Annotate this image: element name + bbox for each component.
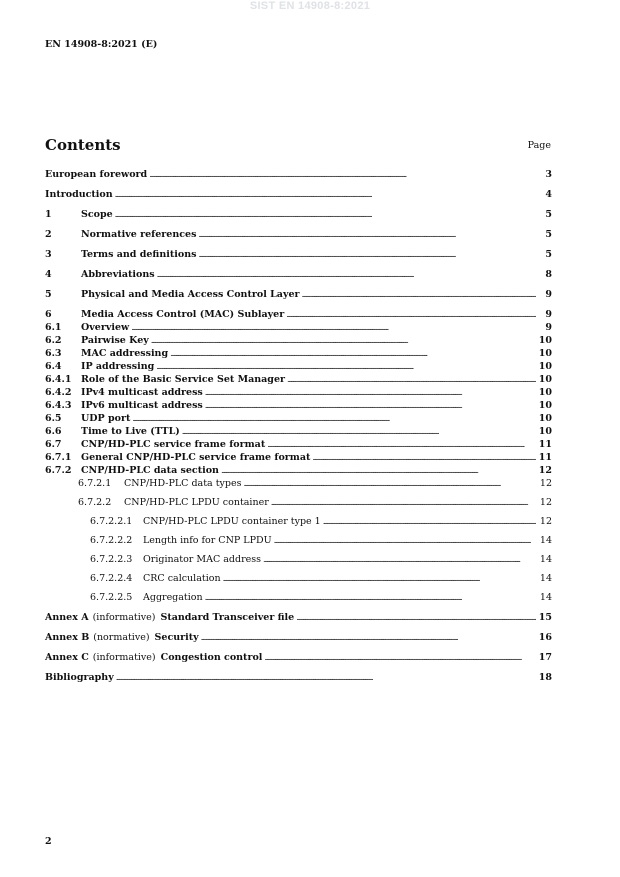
- contents-title: Contents: [45, 136, 121, 154]
- toc-leader: [151, 334, 536, 347]
- toc-title: CRC calculation: [143, 573, 221, 584]
- toc-entry[interactable]: [45, 591, 552, 604]
- toc-title: Congestion control: [160, 652, 263, 663]
- toc-annex-qualifier: (informative): [92, 652, 156, 663]
- toc-entry[interactable]: [45, 228, 552, 241]
- toc-number: 6.4: [45, 361, 62, 372]
- toc-title: CNP/HD-PLC LPDU container type 1: [143, 516, 321, 527]
- toc-leader: [149, 168, 536, 181]
- toc-page: 5: [545, 209, 552, 220]
- toc-entry[interactable]: [45, 671, 552, 684]
- toc-title: Overview: [81, 322, 130, 333]
- watermark: SIST EN 14908-8:2021: [249, 0, 371, 12]
- toc-page: 10: [538, 400, 552, 411]
- toc-number: 6.4.3: [45, 400, 72, 411]
- toc-leader: [131, 321, 536, 334]
- toc-entry[interactable]: [45, 248, 552, 261]
- toc-entry[interactable]: [45, 477, 552, 490]
- toc-page: 12: [539, 516, 552, 527]
- toc-page: 5: [545, 249, 552, 260]
- page-number: 2: [45, 836, 52, 847]
- toc-entry[interactable]: [45, 288, 552, 301]
- toc-title: European foreword: [45, 169, 148, 180]
- toc-number: 6.7.2.2.1: [90, 516, 133, 527]
- toc-number: 6.4.1: [45, 374, 72, 385]
- toc-title: Bibliography: [45, 672, 114, 683]
- toc-entry[interactable]: [45, 373, 552, 386]
- toc-entry[interactable]: [45, 360, 552, 373]
- toc-title: CNP/HD-PLC data section: [81, 465, 219, 476]
- toc-entry[interactable]: [45, 451, 552, 464]
- toc-number: 6.7.2: [45, 465, 72, 476]
- toc-leader: [182, 425, 536, 438]
- toc-number: 3: [45, 249, 52, 260]
- toc-title: Role of the Basic Service Set Manager: [81, 374, 286, 385]
- toc-entry[interactable]: [45, 412, 552, 425]
- toc-annex-number: Annex B: [45, 632, 90, 643]
- toc-entry[interactable]: [45, 464, 552, 477]
- toc-entry[interactable]: [45, 208, 552, 221]
- toc-leader: [296, 611, 536, 624]
- toc-title: Terms and definitions: [81, 249, 197, 260]
- toc-leader: [156, 360, 536, 373]
- toc-number: 6.5: [45, 413, 62, 424]
- toc-page: 10: [538, 413, 552, 424]
- toc-leader: [243, 477, 536, 490]
- toc-page: 12: [538, 465, 552, 476]
- toc-leader: [274, 534, 536, 547]
- toc-leader: [312, 451, 536, 464]
- toc-leader: [201, 631, 536, 644]
- toc-title: CNP/HD-PLC LPDU container: [124, 497, 269, 508]
- toc-title: Introduction: [45, 189, 113, 200]
- document-id: EN 14908-8:2021 (E): [45, 39, 158, 50]
- toc-entry[interactable]: [45, 534, 552, 547]
- toc-leader: [205, 591, 536, 604]
- toc-title: Scope: [81, 209, 113, 220]
- toc-page: 9: [545, 309, 552, 320]
- toc-entry[interactable]: [45, 553, 552, 566]
- toc-entry[interactable]: [45, 308, 552, 321]
- toc-page: 18: [538, 672, 552, 683]
- toc-leader: [263, 553, 536, 566]
- toc-entry[interactable]: [45, 168, 552, 181]
- toc-leader: [323, 515, 536, 528]
- toc-leader: [271, 496, 536, 509]
- toc-page: 12: [539, 497, 552, 508]
- toc-annex-qualifier: (informative): [92, 612, 156, 623]
- toc-entry[interactable]: [45, 399, 552, 412]
- toc-leader: [221, 464, 536, 477]
- toc-annex-number: Annex C: [45, 652, 89, 663]
- toc-leader: [264, 651, 536, 664]
- toc-number: 4: [45, 269, 52, 280]
- toc-number: 6.6: [45, 426, 62, 437]
- toc-entry[interactable]: [45, 188, 552, 201]
- toc-page: 10: [538, 335, 552, 346]
- toc-title: Standard Transceiver file: [160, 612, 295, 623]
- toc-entry[interactable]: [45, 321, 552, 334]
- toc-title: UDP port: [81, 413, 131, 424]
- toc-title: CNP/HD-PLC data types: [124, 478, 242, 489]
- toc-page: 9: [545, 322, 552, 333]
- toc-leader: [205, 386, 536, 399]
- toc-title: IP addressing: [81, 361, 155, 372]
- toc-entry[interactable]: [45, 425, 552, 438]
- toc-leader: [286, 308, 536, 321]
- toc-title: General CNP/HD-PLC service frame format: [81, 452, 311, 463]
- toc-number: 6.7.2.2.3: [90, 554, 133, 565]
- toc-title: MAC addressing: [81, 348, 169, 359]
- toc-leader: [157, 268, 536, 281]
- toc-number: 6.3: [45, 348, 62, 359]
- toc-page: 16: [538, 632, 552, 643]
- toc-number: 5: [45, 289, 52, 300]
- toc-page: 11: [538, 452, 552, 463]
- toc-title: Abbreviations: [81, 269, 155, 280]
- toc-leader: [115, 188, 536, 201]
- toc-title: Security: [154, 632, 199, 643]
- toc-title: Time to Live (TTL): [81, 426, 180, 437]
- toc-number: 6.4.2: [45, 387, 72, 398]
- toc-title: Pairwise Key: [81, 335, 149, 346]
- toc-page: 12: [539, 478, 552, 489]
- page-column-label: Page: [527, 140, 551, 151]
- toc-title: Length info for CNP LPDU: [143, 535, 272, 546]
- toc-entry[interactable]: [45, 515, 552, 528]
- toc-entry[interactable]: [45, 496, 552, 509]
- table-of-contents: [45, 168, 552, 684]
- toc-page: 10: [538, 374, 552, 385]
- toc-number: 6.1: [45, 322, 62, 333]
- toc-leader: [198, 248, 536, 261]
- toc-page: 14: [539, 573, 552, 584]
- toc-title: IPv6 multicast address: [81, 400, 203, 411]
- toc-leader: [267, 438, 536, 451]
- toc-leader: [116, 671, 536, 684]
- toc-entry[interactable]: [45, 572, 552, 585]
- toc-annex-qualifier: (normative): [93, 632, 150, 643]
- toc-number: 6: [45, 309, 52, 320]
- toc-title: Media Access Control (MAC) Sublayer: [81, 309, 285, 320]
- toc-number: 6.7.2.2.2: [90, 535, 133, 546]
- toc-number: 6.7: [45, 439, 62, 450]
- toc-page: 14: [539, 535, 552, 546]
- toc-title: Aggregation: [143, 592, 203, 603]
- toc-number: 6.7.2.2.5: [90, 592, 133, 603]
- toc-page: 10: [538, 426, 552, 437]
- toc-title: Normative references: [81, 229, 197, 240]
- toc-leader: [170, 347, 536, 360]
- toc-leader: [132, 412, 536, 425]
- toc-page: 10: [538, 348, 552, 359]
- toc-number: 1: [45, 209, 52, 220]
- toc-leader: [223, 572, 536, 585]
- toc-entry-annex[interactable]: [45, 651, 552, 664]
- toc-number: 6.2: [45, 335, 62, 346]
- toc-leader: [115, 208, 536, 221]
- toc-number: 6.7.1: [45, 452, 72, 463]
- toc-page: 8: [545, 269, 552, 280]
- toc-leader: [198, 228, 536, 241]
- toc-entry[interactable]: [45, 334, 552, 347]
- toc-entry[interactable]: [45, 438, 552, 451]
- toc-page: 9: [545, 289, 552, 300]
- toc-page: 15: [538, 612, 552, 623]
- toc-leader: [302, 288, 536, 301]
- toc-page: 11: [538, 439, 552, 450]
- toc-page: 14: [539, 592, 552, 603]
- toc-page: 5: [545, 229, 552, 240]
- toc-number: 6.7.2.1: [78, 478, 112, 489]
- toc-page: 4: [545, 189, 552, 200]
- toc-entry-annex[interactable]: [45, 611, 552, 624]
- toc-title: Physical and Media Access Control Layer: [81, 289, 300, 300]
- toc-entry[interactable]: [45, 386, 552, 399]
- toc-page: 14: [539, 554, 552, 565]
- toc-annex-number: Annex A: [45, 612, 89, 623]
- toc-number: 6.7.2.2.4: [90, 573, 133, 584]
- toc-number: 2: [45, 229, 52, 240]
- toc-entry[interactable]: [45, 268, 552, 281]
- toc-page: 3: [545, 169, 552, 180]
- toc-number: 6.7.2.2: [78, 497, 112, 508]
- toc-page: 17: [538, 652, 552, 663]
- toc-entry[interactable]: [45, 347, 552, 360]
- toc-title: CNP/HD-PLC service frame format: [81, 439, 266, 450]
- toc-page: 10: [538, 387, 552, 398]
- toc-entry-annex[interactable]: [45, 631, 552, 644]
- toc-leader: [205, 399, 536, 412]
- toc-title: IPv4 multicast address: [81, 387, 203, 398]
- toc-leader: [287, 373, 536, 386]
- toc-title: Originator MAC address: [143, 554, 261, 565]
- toc-page: 10: [538, 361, 552, 372]
